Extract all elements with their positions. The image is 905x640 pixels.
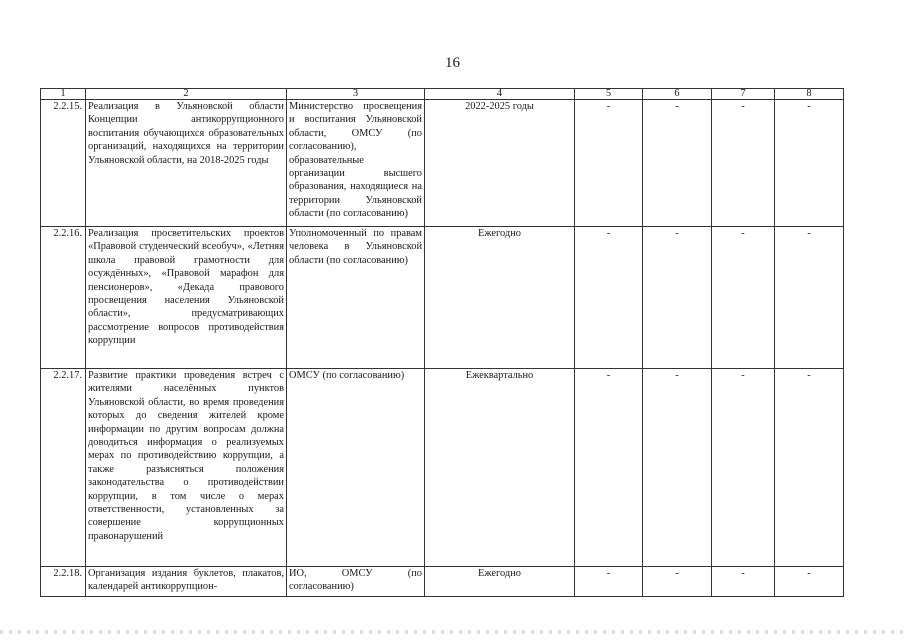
- col-header-8: 8: [775, 89, 844, 100]
- executor: Уполномоченный по правам человека в Ульяновской области (по согласованию): [287, 227, 425, 369]
- row-number: 2.2.17.: [41, 369, 86, 567]
- term: 2022-2025 годы: [425, 100, 575, 227]
- table-row: [41, 100, 844, 227]
- cell-col5: -: [575, 369, 643, 567]
- table-row: [41, 567, 844, 597]
- cell-col7: -: [712, 567, 775, 597]
- cell-col5: -: [575, 567, 643, 597]
- col-header-4: 4: [425, 89, 575, 100]
- measure-description: Реализация в Ульяновской области Концепции антикоррупционного воспитания обучающихся образовательных организаций, находящихся на территории Ульяновской области, на 2018-2025 годы: [86, 100, 287, 227]
- measure-description: Развитие практики проведения встреч с жителями населённых пунктов Ульяновской области, во время проведения которых до сведения жителей кроме информации по другим вопросам должна доводиться информация о реализуемых мерах по противодействию коррупции, а также разъясняться положения законодательства о противодействии коррупции, в том числе о мерах ответственности, установленных за совершение коррупционных правонарушений: [86, 369, 287, 567]
- term: Ежегодно: [425, 227, 575, 369]
- scan-noise-strip: [0, 630, 905, 634]
- table-row: [41, 227, 844, 369]
- cell-col7: -: [712, 369, 775, 567]
- page-number: 16: [445, 55, 460, 71]
- executor: Министерство просвещения и воспитания Ульяновской области, ОМСУ (по согласованию), образовательные организации высшего образования, находящиеся на территории Ульяновской области (по согласованию): [287, 100, 425, 227]
- cell-col7: -: [712, 227, 775, 369]
- term: Ежеквартально: [425, 369, 575, 567]
- cell-col8: -: [775, 227, 844, 369]
- col-header-6: 6: [643, 89, 712, 100]
- term: Ежегодно: [425, 567, 575, 597]
- header-row: [41, 89, 844, 100]
- measures-table: [40, 88, 844, 597]
- row-number: 2.2.15.: [41, 100, 86, 227]
- col-header-1: 1: [41, 89, 86, 100]
- executor: ОМСУ (по согласованию): [287, 369, 425, 567]
- cell-col5: -: [575, 227, 643, 369]
- table-row: [41, 369, 844, 567]
- col-header-2: 2: [86, 89, 287, 100]
- executor: ИО, ОМСУ (по согласованию): [287, 567, 425, 597]
- row-number: 2.2.18.: [41, 567, 86, 597]
- cell-col8: -: [775, 100, 844, 227]
- cell-col8: -: [775, 369, 844, 567]
- cell-col6: -: [643, 227, 712, 369]
- col-header-5: 5: [575, 89, 643, 100]
- cell-col6: -: [643, 369, 712, 567]
- cell-col6: -: [643, 567, 712, 597]
- col-header-7: 7: [712, 89, 775, 100]
- cell-col5: -: [575, 100, 643, 227]
- cell-col6: -: [643, 100, 712, 227]
- measure-description: Организация издания буклетов, плакатов, календарей антикоррупцион-: [86, 567, 287, 597]
- cell-col7: -: [712, 100, 775, 227]
- col-header-3: 3: [287, 89, 425, 100]
- row-number: 2.2.16.: [41, 227, 86, 369]
- measure-description: Реализация просветительских проектов «Правовой студенческий всеобуч», «Летняя школа правовой грамотности для осуждённых», «Правовой марафон для пенсионеров», «Декада правового просвещения населения Ульяновской области», предусматривающих рассмотрение вопросов противодействия коррупции: [86, 227, 287, 369]
- cell-col8: -: [775, 567, 844, 597]
